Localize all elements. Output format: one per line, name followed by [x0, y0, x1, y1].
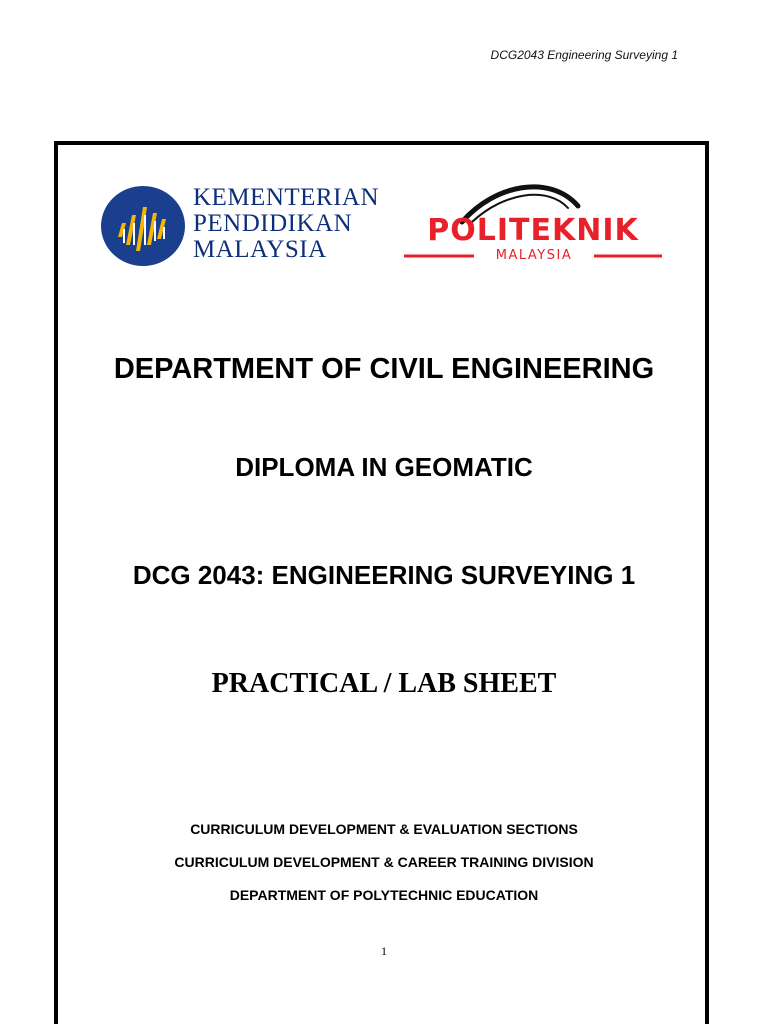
kpm-logo — [100, 185, 395, 267]
diploma-title: DIPLOMA IN GEOMATIC — [235, 452, 533, 482]
sheet-title: PRACTICAL / LAB SHEET — [211, 668, 557, 699]
kpm-line-2: PENDIDIKAN — [193, 210, 353, 237]
issuing-sections — [60, 818, 708, 917]
section-line: CURRICULUM DEVELOPMENT & CAREER TRAINING DIVISION — [174, 854, 594, 870]
department-title: DEPARTMENT OF CIVIL ENGINEERING — [113, 353, 655, 385]
page-number: 1 — [381, 944, 387, 958]
section-line: CURRICULUM DEVELOPMENT & EVALUATION SECTIONS — [190, 821, 578, 837]
politeknik-wordmark: POLITEKNIK — [427, 213, 639, 248]
running-header: DCG2043 Engineering Surveying 1 — [490, 48, 678, 62]
course-title: DCG 2043: ENGINEERING SURVEYING 1 — [132, 560, 636, 590]
politeknik-subtitle: MALAYSIA — [474, 248, 594, 264]
section-line: DEPARTMENT OF POLYTECHNIC EDUCATION — [229, 887, 539, 903]
kpm-wordmark — [193, 185, 403, 263]
kpm-line-1: KEMENTERIAN — [193, 184, 380, 211]
kpm-line-3: MALAYSIA — [193, 236, 327, 263]
politeknik-logo — [400, 176, 664, 272]
kpm-emblem-icon — [100, 185, 186, 267]
